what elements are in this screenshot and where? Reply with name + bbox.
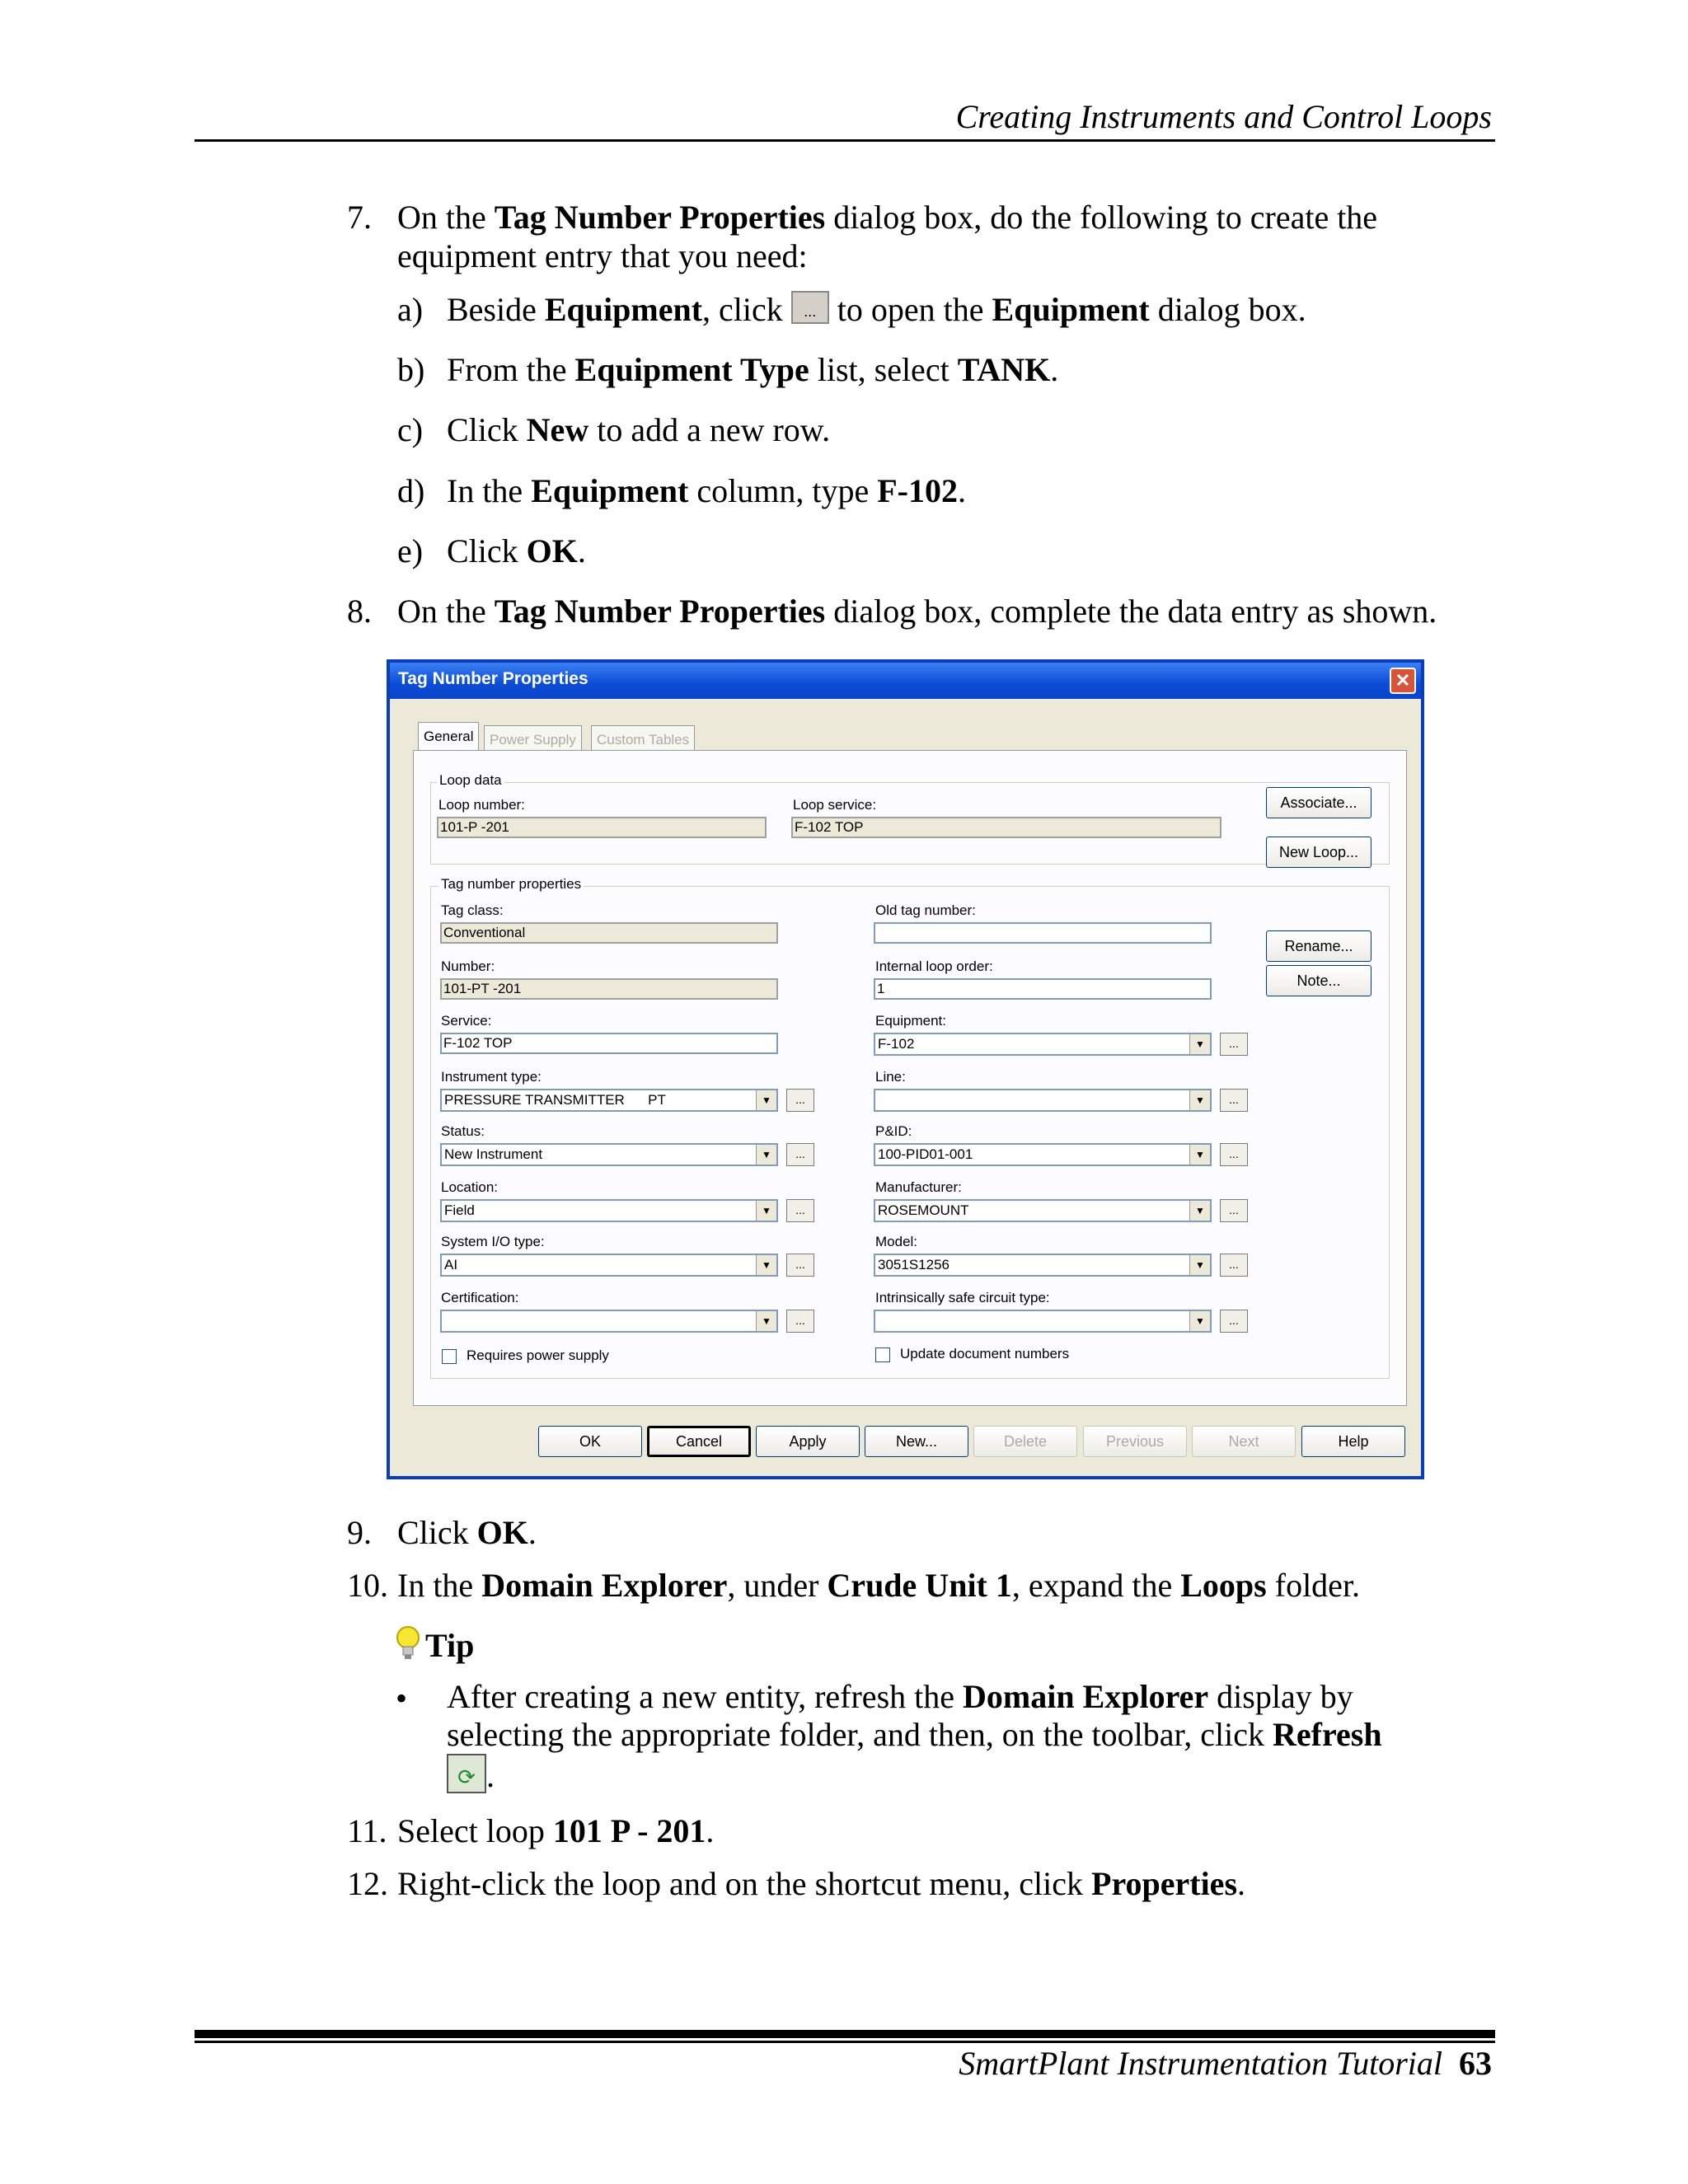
page-number: 63 xyxy=(1459,2045,1492,2082)
text: . xyxy=(957,472,966,509)
running-header: Creating Instruments and Control Loops xyxy=(955,98,1492,135)
text: dialog box, complete the data entry as shown. xyxy=(825,593,1437,630)
old-tag-number-field[interactable] xyxy=(874,922,1212,944)
instrument-type-ellipsis-button[interactable]: ... xyxy=(786,1089,814,1112)
loop-data-label: Loop data xyxy=(437,772,504,789)
line-combo[interactable] xyxy=(874,1089,1212,1112)
apply-button[interactable]: Apply xyxy=(756,1426,860,1457)
substep-b xyxy=(397,350,1059,389)
tag-number-properties-label: Tag number properties xyxy=(438,876,584,893)
number-label: Number: xyxy=(441,958,495,974)
next-button[interactable]: Next xyxy=(1192,1426,1296,1457)
system-io-ellipsis-button[interactable]: ... xyxy=(786,1254,814,1277)
text: After creating a new entity, refresh the xyxy=(447,1678,963,1715)
status-ellipsis-button[interactable]: ... xyxy=(786,1143,814,1166)
new-button[interactable]: New... xyxy=(865,1426,968,1457)
footer-rule-thick xyxy=(195,2030,1495,2038)
chevron-down-icon[interactable]: ▼ xyxy=(1189,1145,1210,1165)
footer-rule-thin xyxy=(195,2041,1495,2043)
pid-combo[interactable] xyxy=(874,1143,1212,1166)
lightbulb-icon xyxy=(394,1625,422,1661)
text: . xyxy=(577,532,586,569)
bold-text: Properties xyxy=(1091,1865,1238,1902)
equipment-ellipsis-button[interactable]: ... xyxy=(1220,1033,1248,1056)
text: . xyxy=(706,1812,715,1849)
bold-text: Tag Number Properties xyxy=(494,593,826,630)
new-loop-button[interactable]: New Loop... xyxy=(1266,837,1372,868)
text: , click xyxy=(702,291,791,328)
combo-value: 3051S1256 xyxy=(878,1257,950,1272)
rename-button[interactable]: Rename... xyxy=(1266,930,1372,962)
previous-button[interactable]: Previous xyxy=(1083,1426,1187,1457)
substep-key: b) xyxy=(397,351,425,388)
chevron-down-icon[interactable]: ▼ xyxy=(1189,1311,1210,1331)
certification-ellipsis-button[interactable]: ... xyxy=(786,1310,814,1333)
text: In the xyxy=(397,1567,482,1604)
tip-heading xyxy=(394,1625,474,1665)
combo-value: F-102 xyxy=(878,1036,915,1052)
service-label: Service: xyxy=(441,1013,492,1029)
header-rule xyxy=(195,139,1495,142)
ok-button[interactable]: OK xyxy=(538,1426,642,1457)
step-number: 10. xyxy=(347,1567,388,1604)
step-number: 9. xyxy=(347,1514,372,1551)
location-ellipsis-button[interactable]: ... xyxy=(786,1199,814,1222)
text: Click xyxy=(447,411,527,448)
ellipsis-button-icon xyxy=(791,291,829,324)
text: equipment entry that you need: xyxy=(397,237,808,274)
title-bar xyxy=(390,663,1421,699)
ellipsis-glyph: ... xyxy=(804,303,817,320)
tab-general[interactable]: General xyxy=(418,722,479,753)
combo-value: Field xyxy=(444,1202,475,1218)
substep-e xyxy=(397,532,586,570)
location-label: Location: xyxy=(441,1179,498,1195)
delete-button[interactable]: Delete xyxy=(973,1426,1077,1457)
substep-key: c) xyxy=(397,411,424,448)
model-ellipsis-button[interactable]: ... xyxy=(1220,1254,1248,1277)
pid-ellipsis-button[interactable]: ... xyxy=(1220,1143,1248,1166)
loop-service-field[interactable]: F-102 TOP xyxy=(791,817,1221,838)
chevron-down-icon[interactable]: ▼ xyxy=(756,1090,776,1110)
equipment-combo[interactable] xyxy=(874,1033,1212,1056)
instrument-type-label: Instrument type: xyxy=(441,1069,542,1085)
manufacturer-ellipsis-button[interactable]: ... xyxy=(1220,1199,1248,1222)
tab-power-supply[interactable]: Power Supply xyxy=(484,725,582,753)
dialog-title: Tag Number Properties xyxy=(398,669,588,688)
manufacturer-combo[interactable] xyxy=(874,1199,1212,1222)
tip-label: Tip xyxy=(425,1627,475,1664)
combo-value: PRESSURE TRANSMITTER PT xyxy=(444,1092,666,1108)
text: folder. xyxy=(1266,1567,1361,1604)
bold-text: Tag Number Properties xyxy=(494,199,826,236)
substep-key: e) xyxy=(397,532,424,569)
close-icon: ✕ xyxy=(1395,670,1411,691)
substep-a xyxy=(397,290,1306,329)
chevron-down-icon[interactable]: ▼ xyxy=(756,1255,776,1275)
bold-text: Equipment xyxy=(992,291,1150,328)
bold-text: Equipment xyxy=(531,472,689,509)
chevron-down-icon[interactable]: ▼ xyxy=(1189,1034,1210,1054)
line-ellipsis-button[interactable]: ... xyxy=(1220,1089,1248,1112)
text: Click xyxy=(447,532,527,569)
tag-class-label: Tag class: xyxy=(441,902,504,918)
bold-text: New xyxy=(526,411,589,448)
old-tag-number-label: Old tag number: xyxy=(875,902,976,918)
text: display by xyxy=(1208,1678,1353,1715)
chevron-down-icon[interactable]: ▼ xyxy=(756,1311,776,1331)
system-io-type-label: System I/O type: xyxy=(441,1234,545,1249)
equipment-label: Equipment: xyxy=(875,1013,946,1029)
running-footer xyxy=(959,2044,1492,2083)
bold-text: OK xyxy=(526,532,578,569)
loop-number-field[interactable]: 101-P -201 xyxy=(437,817,767,838)
bold-text: 101 P - 201 xyxy=(552,1812,706,1849)
step-number: 7. xyxy=(347,199,372,236)
combo-value: AI xyxy=(444,1257,458,1272)
text: . xyxy=(1050,351,1059,388)
bold-text: OK xyxy=(476,1514,528,1551)
text: selecting the appropriate folder, and then, on the toolbar, click xyxy=(447,1716,1273,1753)
text: On the xyxy=(397,593,495,630)
refresh-icon: ⟳ xyxy=(447,1754,486,1793)
substep-d xyxy=(397,471,966,510)
help-button[interactable]: Help xyxy=(1301,1426,1405,1457)
chevron-down-icon[interactable]: ▼ xyxy=(1189,1201,1210,1221)
text: . xyxy=(1237,1865,1246,1902)
bold-text: Equipment Type xyxy=(574,351,809,388)
bold-text: Loops xyxy=(1180,1567,1267,1604)
close-button[interactable] xyxy=(1390,668,1416,694)
bullet-dot: • xyxy=(396,1680,408,1717)
text: to add a new row. xyxy=(588,411,831,448)
tag-number-properties-dialog xyxy=(387,659,1424,1479)
text: list, select xyxy=(809,351,958,388)
internal-loop-order-field[interactable]: 1 xyxy=(874,978,1212,1000)
bold-text: Crude Unit 1 xyxy=(827,1567,1012,1604)
status-combo[interactable] xyxy=(440,1143,778,1166)
chevron-down-icon[interactable]: ▼ xyxy=(756,1145,776,1165)
text: From the xyxy=(447,351,575,388)
instrument-type-combo[interactable] xyxy=(440,1089,778,1112)
requires-power-supply-label: Requires power supply xyxy=(467,1347,609,1363)
status-label: Status: xyxy=(441,1123,485,1139)
location-combo[interactable] xyxy=(440,1199,778,1222)
number-field[interactable]: 101-PT -201 xyxy=(440,978,778,1000)
bold-text: Domain Explorer xyxy=(963,1678,1209,1715)
text: In the xyxy=(447,472,532,509)
bold-text: Domain Explorer xyxy=(481,1567,728,1604)
update-document-numbers-checkbox[interactable] xyxy=(875,1347,890,1362)
intrinsically-safe-combo[interactable] xyxy=(874,1310,1212,1333)
substep-key: a) xyxy=(397,291,424,328)
intrinsically-safe-ellipsis-button[interactable]: ... xyxy=(1220,1310,1248,1333)
step-number: 8. xyxy=(347,593,372,630)
note-button[interactable]: Note... xyxy=(1266,965,1372,996)
text: Beside xyxy=(447,291,545,328)
loop-number-label: Loop number: xyxy=(438,797,525,813)
pid-label: P&ID: xyxy=(875,1123,912,1139)
model-combo[interactable] xyxy=(874,1254,1212,1277)
text: , under xyxy=(727,1567,828,1604)
bold-text: F-102 xyxy=(877,472,958,509)
manufacturer-label: Manufacturer: xyxy=(875,1179,962,1195)
requires-power-supply-checkbox[interactable] xyxy=(442,1349,457,1364)
text: . xyxy=(528,1514,537,1551)
step-number: 12. xyxy=(347,1865,388,1902)
tip-text xyxy=(447,1678,1382,1795)
text: dialog box. xyxy=(1149,291,1306,328)
chevron-down-icon[interactable]: ▼ xyxy=(1189,1255,1210,1275)
chevron-down-icon[interactable]: ▼ xyxy=(1189,1090,1210,1110)
service-field[interactable]: F-102 TOP xyxy=(440,1033,778,1054)
intrinsically-safe-label: Intrinsically safe circuit type: xyxy=(875,1290,1050,1305)
loop-service-label: Loop service: xyxy=(793,797,877,813)
certification-label: Certification: xyxy=(441,1290,519,1305)
certification-combo[interactable] xyxy=(440,1310,778,1333)
text: , expand the xyxy=(1011,1567,1181,1604)
chevron-down-icon[interactable]: ▼ xyxy=(756,1201,776,1221)
text: On the xyxy=(397,199,495,236)
associate-button[interactable]: Associate... xyxy=(1266,787,1372,818)
bold-text: TANK xyxy=(957,351,1051,388)
system-io-type-combo[interactable] xyxy=(440,1254,778,1277)
tag-class-field[interactable]: Conventional xyxy=(440,922,778,944)
update-document-numbers-label: Update document numbers xyxy=(900,1346,1070,1361)
model-label: Model: xyxy=(875,1234,918,1249)
text: Click xyxy=(397,1514,477,1551)
text: . xyxy=(486,1757,495,1794)
substep-c xyxy=(397,410,831,449)
step-number: 11. xyxy=(347,1812,387,1849)
cancel-button[interactable]: Cancel xyxy=(647,1426,751,1457)
substep-key: d) xyxy=(397,472,425,509)
general-tab-panel xyxy=(413,750,1407,1406)
text: Select loop xyxy=(397,1812,553,1849)
bold-text: Refresh xyxy=(1273,1716,1382,1753)
combo-value: ROSEMOUNT xyxy=(878,1202,969,1218)
text: to open the xyxy=(828,291,992,328)
combo-value: New Instrument xyxy=(444,1146,543,1162)
internal-loop-order-label: Internal loop order: xyxy=(875,958,993,974)
text: Right-click the loop and on the shortcut menu, click xyxy=(397,1865,1092,1902)
line-label: Line: xyxy=(875,1069,906,1085)
bold-text: Equipment xyxy=(544,291,703,328)
tab-custom-tables[interactable]: Custom Tables xyxy=(591,725,695,753)
text: column, type xyxy=(688,472,878,509)
text: dialog box, do the following to create the xyxy=(825,199,1378,236)
footer-title: SmartPlant Instrumentation Tutorial xyxy=(959,2045,1442,2082)
combo-value: 100-PID01-001 xyxy=(878,1146,973,1162)
